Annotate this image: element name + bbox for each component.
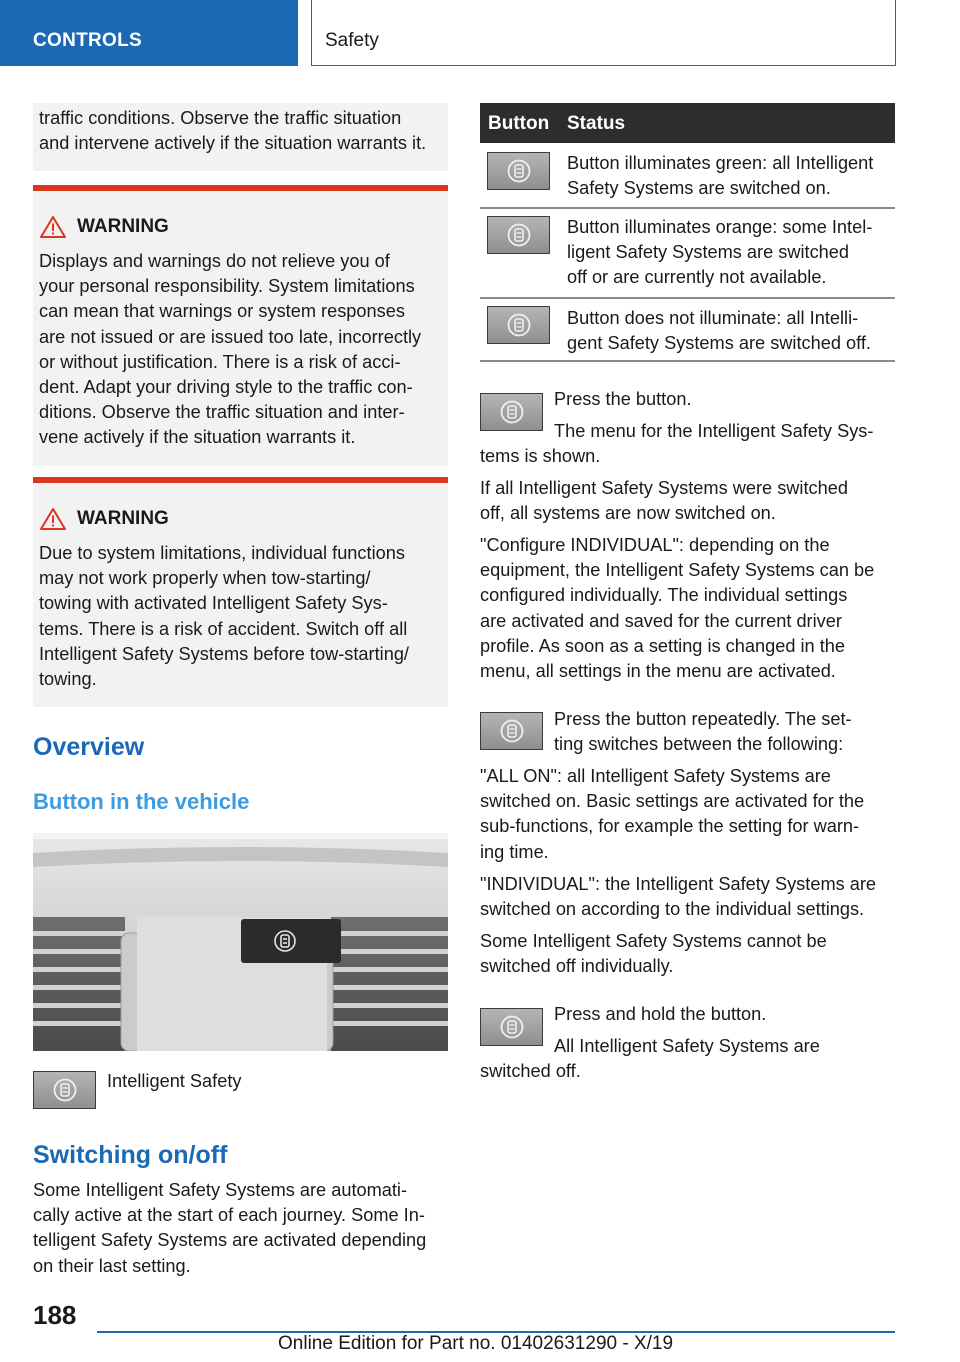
text-line: Button does not illuminate: all Intelli- xyxy=(567,308,859,328)
text-line: Intelligent Safety Systems before tow-starting/ xyxy=(39,643,409,664)
column-header-button: Button xyxy=(488,113,550,134)
warning-box-1 xyxy=(33,185,448,466)
warning-triangle-icon xyxy=(39,215,67,239)
intelligent-safety-button-photo xyxy=(241,919,341,963)
safety-car-icon xyxy=(506,312,532,338)
text-line: gent Safety Systems are switched off. xyxy=(567,333,871,354)
dashboard-illustration xyxy=(33,833,448,1051)
chapter-tab xyxy=(311,0,896,66)
text-line: switched off individually. xyxy=(480,956,674,977)
chapter-title: Safety xyxy=(325,30,379,51)
configure-paragraph xyxy=(480,533,874,684)
edition-footer: Online Edition for Part no. 01402631290 - X/19 xyxy=(278,1333,674,1354)
safety-car-icon xyxy=(506,158,532,184)
text-line: Due to system limitations, individual functions xyxy=(39,543,405,563)
press-step-text: Press the button. xyxy=(554,389,692,409)
text-line: Press the button repeatedly. The set- xyxy=(554,709,852,729)
all-on-paragraph xyxy=(480,764,864,865)
text-line: equipment, the Intelligent Safety Systems can be xyxy=(480,560,875,581)
press-result-continuation: tems is shown. xyxy=(480,446,601,466)
text-line: Some Intelligent Safety Systems cannot be xyxy=(480,931,827,951)
press-repeatedly-button-icon xyxy=(480,712,543,750)
section-title: CONTROLS xyxy=(33,30,143,51)
text-line: "INDIVIDUAL": the Intelligent Safety Systems are xyxy=(480,874,877,894)
text-line: cally active at the start of each journey. Some In- xyxy=(33,1205,425,1226)
text-line: Some Intelligent Safety Systems are automati- xyxy=(33,1180,408,1200)
status-text-orange xyxy=(567,215,895,291)
button-icon-off xyxy=(487,306,550,344)
text-line: ing time. xyxy=(480,841,549,862)
text-line: on their last setting. xyxy=(33,1255,191,1276)
cannot-switch-off-paragraph xyxy=(480,929,827,979)
text-line: Button illuminates green: all Intelligent xyxy=(567,153,874,173)
hold-step-text: Press and hold the button. xyxy=(554,1004,767,1024)
text-line: profile. As soon as a setting is changed in the xyxy=(480,635,845,656)
safety-car-icon xyxy=(499,718,525,744)
text-line: switched on according to the individual settings. xyxy=(480,899,865,920)
overview-heading: Overview xyxy=(33,733,145,761)
press-hold-button-icon xyxy=(480,1008,543,1046)
warning-heading xyxy=(39,507,169,531)
safety-car-icon xyxy=(506,222,532,248)
table-row-divider xyxy=(480,297,895,299)
button-in-vehicle-heading: Button in the vehicle xyxy=(33,789,250,814)
all-off-paragraph xyxy=(480,476,848,526)
status-table-header xyxy=(480,103,895,143)
page-number: 188 xyxy=(33,1300,77,1330)
text-line: vene actively if the situation warrants it. xyxy=(39,427,356,448)
intro-note-text xyxy=(39,106,442,156)
warning-text xyxy=(39,541,442,692)
warning-heading xyxy=(39,215,169,239)
text-line: are activated and saved for the current driver xyxy=(480,610,842,631)
safety-car-icon xyxy=(499,1014,525,1040)
text-line: "ALL ON": all Intelligent Safety Systems are xyxy=(480,766,831,786)
text-line: your personal responsibility. System limitations xyxy=(39,276,415,297)
text-line: off, all systems are now switched on. xyxy=(480,503,776,524)
text-line: towing. xyxy=(39,669,97,690)
press-button-icon xyxy=(480,393,543,431)
text-line: traffic conditions. Observe the traffic situation xyxy=(39,108,402,128)
text-line: or without justification. There is a risk of acci- xyxy=(39,351,401,372)
text-line: switched on. Basic settings are activated for the xyxy=(480,791,865,812)
button-icon-green xyxy=(487,152,550,190)
table-bottom-line xyxy=(480,360,895,362)
text-line: tems. There is a risk of accident. Switch off all xyxy=(39,618,408,639)
text-line: ditions. Observe the traffic situation and inter- xyxy=(39,402,405,423)
text-line: "Configure INDIVIDUAL": depending on the xyxy=(480,535,830,555)
hold-result-continuation: switched off. xyxy=(480,1061,581,1081)
text-line: Button illuminates orange: some Intel- xyxy=(567,217,873,237)
text-line: sub-functions, for example the setting for warn- xyxy=(480,816,860,837)
text-line: Displays and warnings do not relieve you of xyxy=(39,251,390,271)
switching-paragraph xyxy=(33,1178,426,1279)
text-line: configured individually. The individual settings xyxy=(480,585,848,606)
button-icon-orange xyxy=(487,216,550,254)
column-header-status: Status xyxy=(567,113,626,134)
text-line: are not issued or are issued too late, incorrectly xyxy=(39,326,422,347)
text-line: may not work properly when tow-starting/ xyxy=(39,568,371,589)
text-line: menu, all settings in the menu are activated. xyxy=(480,661,836,682)
repeat-step-text xyxy=(554,707,852,757)
warning-text xyxy=(39,249,442,451)
text-line: dent. Adapt your driving style to the traffic con- xyxy=(39,377,413,398)
text-line: off or are currently not available. xyxy=(567,267,827,288)
warning-triangle-icon xyxy=(39,507,67,531)
warning-title: WARNING xyxy=(77,216,169,237)
text-line: ligent Safety Systems are switched xyxy=(567,242,850,263)
intelligent-safety-button-icon xyxy=(33,1071,96,1109)
individual-paragraph xyxy=(480,872,876,922)
safety-car-icon xyxy=(499,399,525,425)
status-text-green xyxy=(567,151,895,201)
section-tab xyxy=(0,0,298,66)
warning-title: WARNING xyxy=(77,508,169,529)
hold-result-text: All Intelligent Safety Systems are xyxy=(554,1036,820,1056)
button-caption: Intelligent Safety xyxy=(107,1071,242,1091)
press-result-text: The menu for the Intelligent Safety Sys- xyxy=(554,421,874,441)
text-line: can mean that warnings or system responses xyxy=(39,301,405,322)
text-line: telligent Safety Systems are activated depending xyxy=(33,1230,427,1251)
status-text-off xyxy=(567,306,895,356)
text-line: Safety Systems are switched on. xyxy=(567,178,831,199)
switching-heading: Switching on/off xyxy=(33,1141,228,1169)
table-row-divider xyxy=(480,207,895,209)
safety-car-icon xyxy=(52,1077,78,1103)
intro-note-box xyxy=(33,103,448,171)
text-line: towing with activated Intelligent Safety Sys- xyxy=(39,593,388,614)
text-line: and intervene actively if the situation warrants it. xyxy=(39,133,427,154)
text-line: ting switches between the following: xyxy=(554,734,844,755)
vehicle-button-photo xyxy=(33,833,448,1051)
text-line: If all Intelligent Safety Systems were switched xyxy=(480,478,848,498)
warning-box-2 xyxy=(33,477,448,707)
